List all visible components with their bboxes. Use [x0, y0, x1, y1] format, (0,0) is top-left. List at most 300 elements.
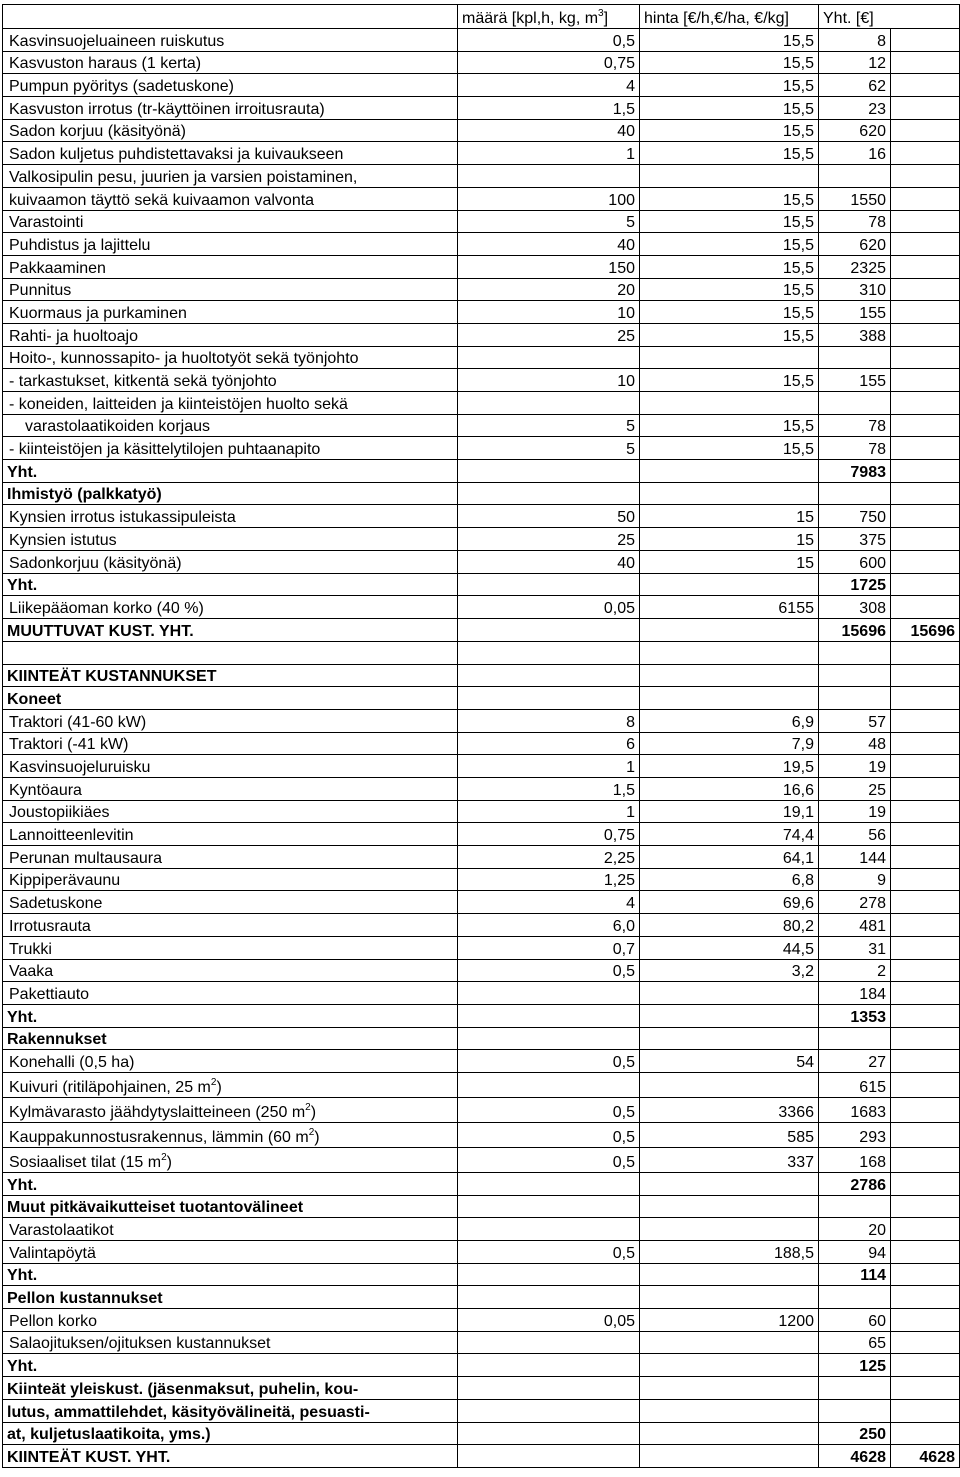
header-empty — [3, 5, 458, 29]
item-label: Perunan multausaura — [3, 846, 458, 869]
item-row — [3, 778, 960, 801]
fixed-heading-row — [3, 664, 960, 687]
item-total: 2325 — [819, 255, 891, 278]
item-extra — [891, 709, 960, 732]
item-row — [3, 1218, 960, 1241]
item-label: Varastolaatikot — [3, 1218, 458, 1241]
item-extra — [891, 97, 960, 120]
total-value: 114 — [819, 1263, 891, 1286]
item-label: Kasvuston haraus (1 kerta) — [3, 51, 458, 74]
total-label: Yht. — [3, 1004, 458, 1027]
item-quantity: 1 — [458, 755, 640, 778]
item-quantity: 50 — [458, 505, 640, 528]
item-label-sup: 2 — [308, 1126, 315, 1138]
item-quantity: 150 — [458, 255, 640, 278]
item-price — [640, 1331, 819, 1354]
item-quantity: 5 — [458, 210, 640, 233]
item-quantity: 1,5 — [458, 97, 640, 120]
field-heading-row — [3, 1286, 960, 1309]
item-extra — [891, 823, 960, 846]
empty-cell — [891, 1422, 960, 1445]
buildings-heading-row — [3, 1027, 960, 1050]
item-quantity: 1 — [458, 800, 640, 823]
item-row — [3, 914, 960, 937]
section-heading: KIINTEÄT KUSTANNUKSET — [3, 664, 458, 687]
item-row — [3, 1331, 960, 1354]
item-extra — [891, 255, 960, 278]
item-quantity: 0,5 — [458, 1050, 640, 1073]
item-extra — [891, 392, 960, 415]
general-costs-total: 250 — [819, 1422, 891, 1445]
item-quantity — [458, 392, 640, 415]
item-row — [3, 210, 960, 233]
empty-cell — [458, 1399, 640, 1422]
subtotal-row — [3, 1172, 960, 1195]
item-extra — [891, 233, 960, 256]
total-label: Yht. — [3, 1172, 458, 1195]
item-label: Hoito-, kunnossapito- ja huoltotyöt sekä työnjohto — [3, 346, 458, 369]
item-row — [3, 1241, 960, 1264]
general-costs-label: lutus, ammattilehdet, käsityövälineitä, pesuasti- — [3, 1399, 458, 1422]
item-total: 144 — [819, 846, 891, 869]
item-price: 15,5 — [640, 233, 819, 256]
total-value: 1353 — [819, 1004, 891, 1027]
item-total: 184 — [819, 982, 891, 1005]
item-extra — [891, 778, 960, 801]
item-row — [3, 369, 960, 392]
item-price: 6,8 — [640, 868, 819, 891]
item-label: Valintapöytä — [3, 1241, 458, 1264]
item-total: 8 — [819, 29, 891, 52]
item-label: Pellon korko — [3, 1309, 458, 1332]
item-quantity: 4 — [458, 891, 640, 914]
item-quantity: 0,05 — [458, 596, 640, 619]
item-price: 15 — [640, 550, 819, 573]
item-extra — [891, 1072, 960, 1097]
item-quantity: 0,75 — [458, 51, 640, 74]
empty-cell — [640, 1263, 819, 1286]
item-total: 278 — [819, 891, 891, 914]
empty-cell — [819, 664, 891, 687]
item-extra — [891, 755, 960, 778]
empty-cell — [640, 1172, 819, 1195]
item-label-text: Kauppakunnostusrakennus, lämmin (60 m — [9, 1128, 309, 1146]
section-heading: Koneet — [3, 687, 458, 710]
item-row — [3, 868, 960, 891]
item-total: 62 — [819, 74, 891, 97]
item-label-tail: ) — [216, 1078, 222, 1096]
item-price: 15,5 — [640, 142, 819, 165]
empty-cell — [458, 1263, 640, 1286]
item-row — [3, 437, 960, 460]
empty-cell — [640, 1354, 819, 1377]
item-price: 585 — [640, 1122, 819, 1147]
item-price: 7,9 — [640, 732, 819, 755]
item-total: 56 — [819, 823, 891, 846]
item-label-tail: ) — [314, 1128, 320, 1146]
item-row — [3, 936, 960, 959]
item-total: 168 — [819, 1147, 891, 1172]
item-price: 6155 — [640, 596, 819, 619]
item-price: 69,6 — [640, 891, 819, 914]
item-row — [3, 823, 960, 846]
item-row — [3, 255, 960, 278]
empty-cell — [640, 1027, 819, 1050]
empty-cell — [819, 687, 891, 710]
empty-cell — [891, 1195, 960, 1218]
general-costs-label: Kiinteät yleiskust. (jäsenmaksut, puhelin, kou- — [3, 1377, 458, 1400]
item-quantity: 6,0 — [458, 914, 640, 937]
item-quantity: 5 — [458, 414, 640, 437]
item-row — [3, 1309, 960, 1332]
empty-cell — [640, 1004, 819, 1027]
item-row — [3, 1050, 960, 1073]
empty-cell — [819, 1195, 891, 1218]
item-price: 15,5 — [640, 74, 819, 97]
item-label: Traktori (-41 kW) — [3, 732, 458, 755]
item-row — [3, 392, 960, 415]
item-row — [3, 732, 960, 755]
section-heading: Rakennukset — [3, 1027, 458, 1050]
item-quantity: 0,5 — [458, 29, 640, 52]
item-price: 15,5 — [640, 255, 819, 278]
item-row — [3, 528, 960, 551]
item-extra — [891, 29, 960, 52]
item-quantity: 1,5 — [458, 778, 640, 801]
item-quantity: 1,25 — [458, 868, 640, 891]
grand-total-value — [891, 1172, 960, 1195]
total-value: 1725 — [819, 573, 891, 596]
item-price: 19,5 — [640, 755, 819, 778]
item-row — [3, 959, 960, 982]
empty-cell — [458, 1422, 640, 1445]
item-total: 16 — [819, 142, 891, 165]
item-extra — [891, 596, 960, 619]
item-row — [3, 233, 960, 256]
empty-cell — [640, 482, 819, 505]
item-total: 57 — [819, 709, 891, 732]
item-quantity: 1 — [458, 142, 640, 165]
header-quantity: määrä [kpl,h, kg, $m^3$] — [458, 5, 640, 29]
item-total — [819, 165, 891, 188]
item-price: 74,4 — [640, 823, 819, 846]
item-extra — [891, 868, 960, 891]
item-label: Rahti- ja huoltoajo — [3, 323, 458, 346]
total-value: 15696 — [819, 618, 891, 641]
item-price: 15,5 — [640, 97, 819, 120]
empty-cell — [458, 1004, 640, 1027]
empty-cell — [891, 1027, 960, 1050]
item-extra — [891, 414, 960, 437]
item-label: Kasvinsuojeluaineen ruiskutus — [3, 29, 458, 52]
general-costs-total — [819, 1377, 891, 1400]
item-price: 44,5 — [640, 936, 819, 959]
item-label: Kynsien istutus — [3, 528, 458, 551]
item-total: 78 — [819, 437, 891, 460]
total-label: Yht. — [3, 573, 458, 596]
item-total: 27 — [819, 1050, 891, 1073]
empty-cell — [458, 1354, 640, 1377]
item-extra — [891, 1122, 960, 1147]
empty-cell — [458, 482, 640, 505]
item-row — [3, 846, 960, 869]
empty-cell — [819, 641, 891, 664]
item-label — [3, 1147, 458, 1172]
item-row — [3, 709, 960, 732]
item-row — [3, 119, 960, 142]
item-label: Pakkaaminen — [3, 255, 458, 278]
empty-cell — [640, 1286, 819, 1309]
empty-cell — [458, 1027, 640, 1050]
item-label: Kyntöaura — [3, 778, 458, 801]
item-extra — [891, 1241, 960, 1264]
item-price: 3,2 — [640, 959, 819, 982]
item-total: 48 — [819, 732, 891, 755]
item-total: 375 — [819, 528, 891, 551]
item-total: 31 — [819, 936, 891, 959]
total-label: MUUTTUVAT KUST. YHT. — [3, 618, 458, 641]
item-price: 15,5 — [640, 369, 819, 392]
item-quantity: 0,75 — [458, 823, 640, 846]
grand-total-value — [891, 573, 960, 596]
item-label: Trukki — [3, 936, 458, 959]
item-label-text: Sosiaaliset tilat (15 m — [9, 1153, 162, 1171]
item-row — [3, 346, 960, 369]
empty-cell — [458, 618, 640, 641]
item-label: Joustopiikiäes — [3, 800, 458, 823]
item-total — [819, 392, 891, 415]
item-label: Kasvinsuojeluruisku — [3, 755, 458, 778]
item-extra — [891, 1147, 960, 1172]
item-total: 19 — [819, 755, 891, 778]
fixed-total-row — [3, 1445, 960, 1468]
item-extra — [891, 1331, 960, 1354]
item-extra — [891, 187, 960, 210]
item-label: Varastointi — [3, 210, 458, 233]
total-label: KIINTEÄT KUST. YHT. — [3, 1445, 458, 1468]
total-value: 125 — [819, 1354, 891, 1377]
item-price: 188,5 — [640, 1241, 819, 1264]
item-label: Vaaka — [3, 959, 458, 982]
item-label: Pakettiauto — [3, 982, 458, 1005]
item-price: 15,5 — [640, 51, 819, 74]
empty-cell — [458, 1172, 640, 1195]
item-row — [3, 800, 960, 823]
item-row — [3, 29, 960, 52]
item-price: 80,2 — [640, 914, 819, 937]
item-price: 15 — [640, 505, 819, 528]
item-quantity: 6 — [458, 732, 640, 755]
item-row — [3, 323, 960, 346]
item-label: Traktori (41-60 kW) — [3, 709, 458, 732]
section-heading: Ihmistyö (palkkatyö) — [3, 482, 458, 505]
item-label: Valkosipulin pesu, juurien ja varsien poistaminen, — [3, 165, 458, 188]
item-extra — [891, 732, 960, 755]
item-total: 481 — [819, 914, 891, 937]
item-price: 6,9 — [640, 709, 819, 732]
item-label: Pumpun pyöritys (sadetuskone) — [3, 74, 458, 97]
item-label: Kuormaus ja purkaminen — [3, 301, 458, 324]
item-label: Salaojituksen/ojituksen kustannukset — [3, 1331, 458, 1354]
empty-cell — [891, 687, 960, 710]
total-label: Yht. — [3, 460, 458, 483]
item-label: Liikepääoman korko (40 %) — [3, 596, 458, 619]
item-extra — [891, 278, 960, 301]
item-extra — [891, 437, 960, 460]
empty-cell — [640, 1445, 819, 1468]
item-price: 337 — [640, 1147, 819, 1172]
item-quantity — [458, 165, 640, 188]
item-label: kuivaamon täyttö sekä kuivaamon valvonta — [3, 187, 458, 210]
item-price: 19,1 — [640, 800, 819, 823]
item-total: 293 — [819, 1122, 891, 1147]
item-total: 78 — [819, 414, 891, 437]
item-total: 12 — [819, 51, 891, 74]
item-row — [3, 97, 960, 120]
item-total: 65 — [819, 1331, 891, 1354]
grand-total-value: 4628 — [891, 1445, 960, 1468]
item-row — [3, 1147, 960, 1172]
item-quantity: 0,7 — [458, 936, 640, 959]
item-row — [3, 1072, 960, 1097]
item-price — [640, 392, 819, 415]
item-label: Kippiperävaunu — [3, 868, 458, 891]
item-quantity: 25 — [458, 323, 640, 346]
item-quantity: 0,05 — [458, 1309, 640, 1332]
empty-cell — [3, 641, 458, 664]
empty-cell — [640, 664, 819, 687]
subtotal-row — [3, 1354, 960, 1377]
item-total: 155 — [819, 369, 891, 392]
item-label-sup: 2 — [305, 1101, 311, 1113]
empty-cell — [819, 482, 891, 505]
item-total: 388 — [819, 323, 891, 346]
machines-heading-row — [3, 687, 960, 710]
item-extra — [891, 165, 960, 188]
item-extra — [891, 74, 960, 97]
empty-cell — [458, 1195, 640, 1218]
item-quantity — [458, 1072, 640, 1097]
item-total: 155 — [819, 301, 891, 324]
total-label: Yht. — [3, 1354, 458, 1377]
item-row — [3, 550, 960, 573]
item-label: Kasvuston irrotus (tr-käyttöinen irroitusrauta) — [3, 97, 458, 120]
item-total: 25 — [819, 778, 891, 801]
cost-table — [2, 4, 960, 1468]
general-costs-row — [3, 1399, 960, 1422]
item-price — [640, 346, 819, 369]
item-row — [3, 414, 960, 437]
item-quantity: 2,25 — [458, 846, 640, 869]
item-quantity: 40 — [458, 119, 640, 142]
item-total: 78 — [819, 210, 891, 233]
item-price: 15,5 — [640, 187, 819, 210]
item-label: Sadonkorjuu (käsityönä) — [3, 550, 458, 573]
item-extra — [891, 505, 960, 528]
item-quantity: 0,5 — [458, 1241, 640, 1264]
empty-cell — [458, 460, 640, 483]
grand-total-value — [891, 460, 960, 483]
item-row — [3, 74, 960, 97]
item-quantity: 100 — [458, 187, 640, 210]
item-quantity: 4 — [458, 74, 640, 97]
empty-cell — [640, 460, 819, 483]
item-quantity: 0,5 — [458, 959, 640, 982]
item-extra — [891, 959, 960, 982]
item-row — [3, 755, 960, 778]
subtotal-row — [3, 1263, 960, 1286]
item-extra — [891, 1309, 960, 1332]
item-row — [3, 278, 960, 301]
item-row — [3, 1122, 960, 1147]
item-row — [3, 51, 960, 74]
item-extra — [891, 1050, 960, 1073]
item-total: 600 — [819, 550, 891, 573]
item-total: 620 — [819, 119, 891, 142]
empty-cell — [640, 1377, 819, 1400]
section-heading: Pellon kustannukset — [3, 1286, 458, 1309]
empty-cell — [458, 1286, 640, 1309]
item-total: 308 — [819, 596, 891, 619]
item-label: Puhdistus ja lajittelu — [3, 233, 458, 256]
total-value: 2786 — [819, 1172, 891, 1195]
empty-cell — [819, 1027, 891, 1050]
item-label-text: Kylmävarasto jäähdytyslaitteineen (250 m — [9, 1103, 306, 1121]
variable-total-row — [3, 618, 960, 641]
empty-cell — [640, 641, 819, 664]
item-price: 15,5 — [640, 437, 819, 460]
blank-row — [3, 641, 960, 664]
item-total: 60 — [819, 1309, 891, 1332]
empty-cell — [891, 1399, 960, 1422]
item-extra — [891, 891, 960, 914]
item-price: 15,5 — [640, 119, 819, 142]
item-total: 2 — [819, 959, 891, 982]
item-price — [640, 165, 819, 188]
header-row — [3, 5, 960, 29]
empty-cell — [640, 573, 819, 596]
item-label: - koneiden, laitteiden ja kiinteistöjen huolto sekä — [3, 392, 458, 415]
item-label: Konehalli (0,5 ha) — [3, 1050, 458, 1073]
item-extra — [891, 1097, 960, 1122]
grand-total-value: 15696 — [891, 618, 960, 641]
subtotal-row — [3, 1004, 960, 1027]
item-price: 15,5 — [640, 323, 819, 346]
item-price: 54 — [640, 1050, 819, 1073]
subtotal-row — [3, 460, 960, 483]
general-costs-row — [3, 1422, 960, 1445]
item-row — [3, 187, 960, 210]
item-label: Irrotusrauta — [3, 914, 458, 937]
total-label: Yht. — [3, 1263, 458, 1286]
item-extra — [891, 936, 960, 959]
item-total: 20 — [819, 1218, 891, 1241]
item-quantity: 40 — [458, 550, 640, 573]
item-row — [3, 301, 960, 324]
general-costs-label: at, kuljetuslaatikoita, yms.) — [3, 1422, 458, 1445]
total-value: 4628 — [819, 1445, 891, 1468]
item-label: Lannoitteenlevitin — [3, 823, 458, 846]
empty-cell — [891, 1377, 960, 1400]
section-heading: Muut pitkävaikutteiset tuotantovälineet — [3, 1195, 458, 1218]
item-quantity: 20 — [458, 278, 640, 301]
item-row — [3, 891, 960, 914]
empty-cell — [891, 482, 960, 505]
header-price: hinta [€/h,€/ha, €/kg] — [640, 5, 819, 29]
empty-cell — [640, 1195, 819, 1218]
item-extra — [891, 982, 960, 1005]
item-extra — [891, 914, 960, 937]
